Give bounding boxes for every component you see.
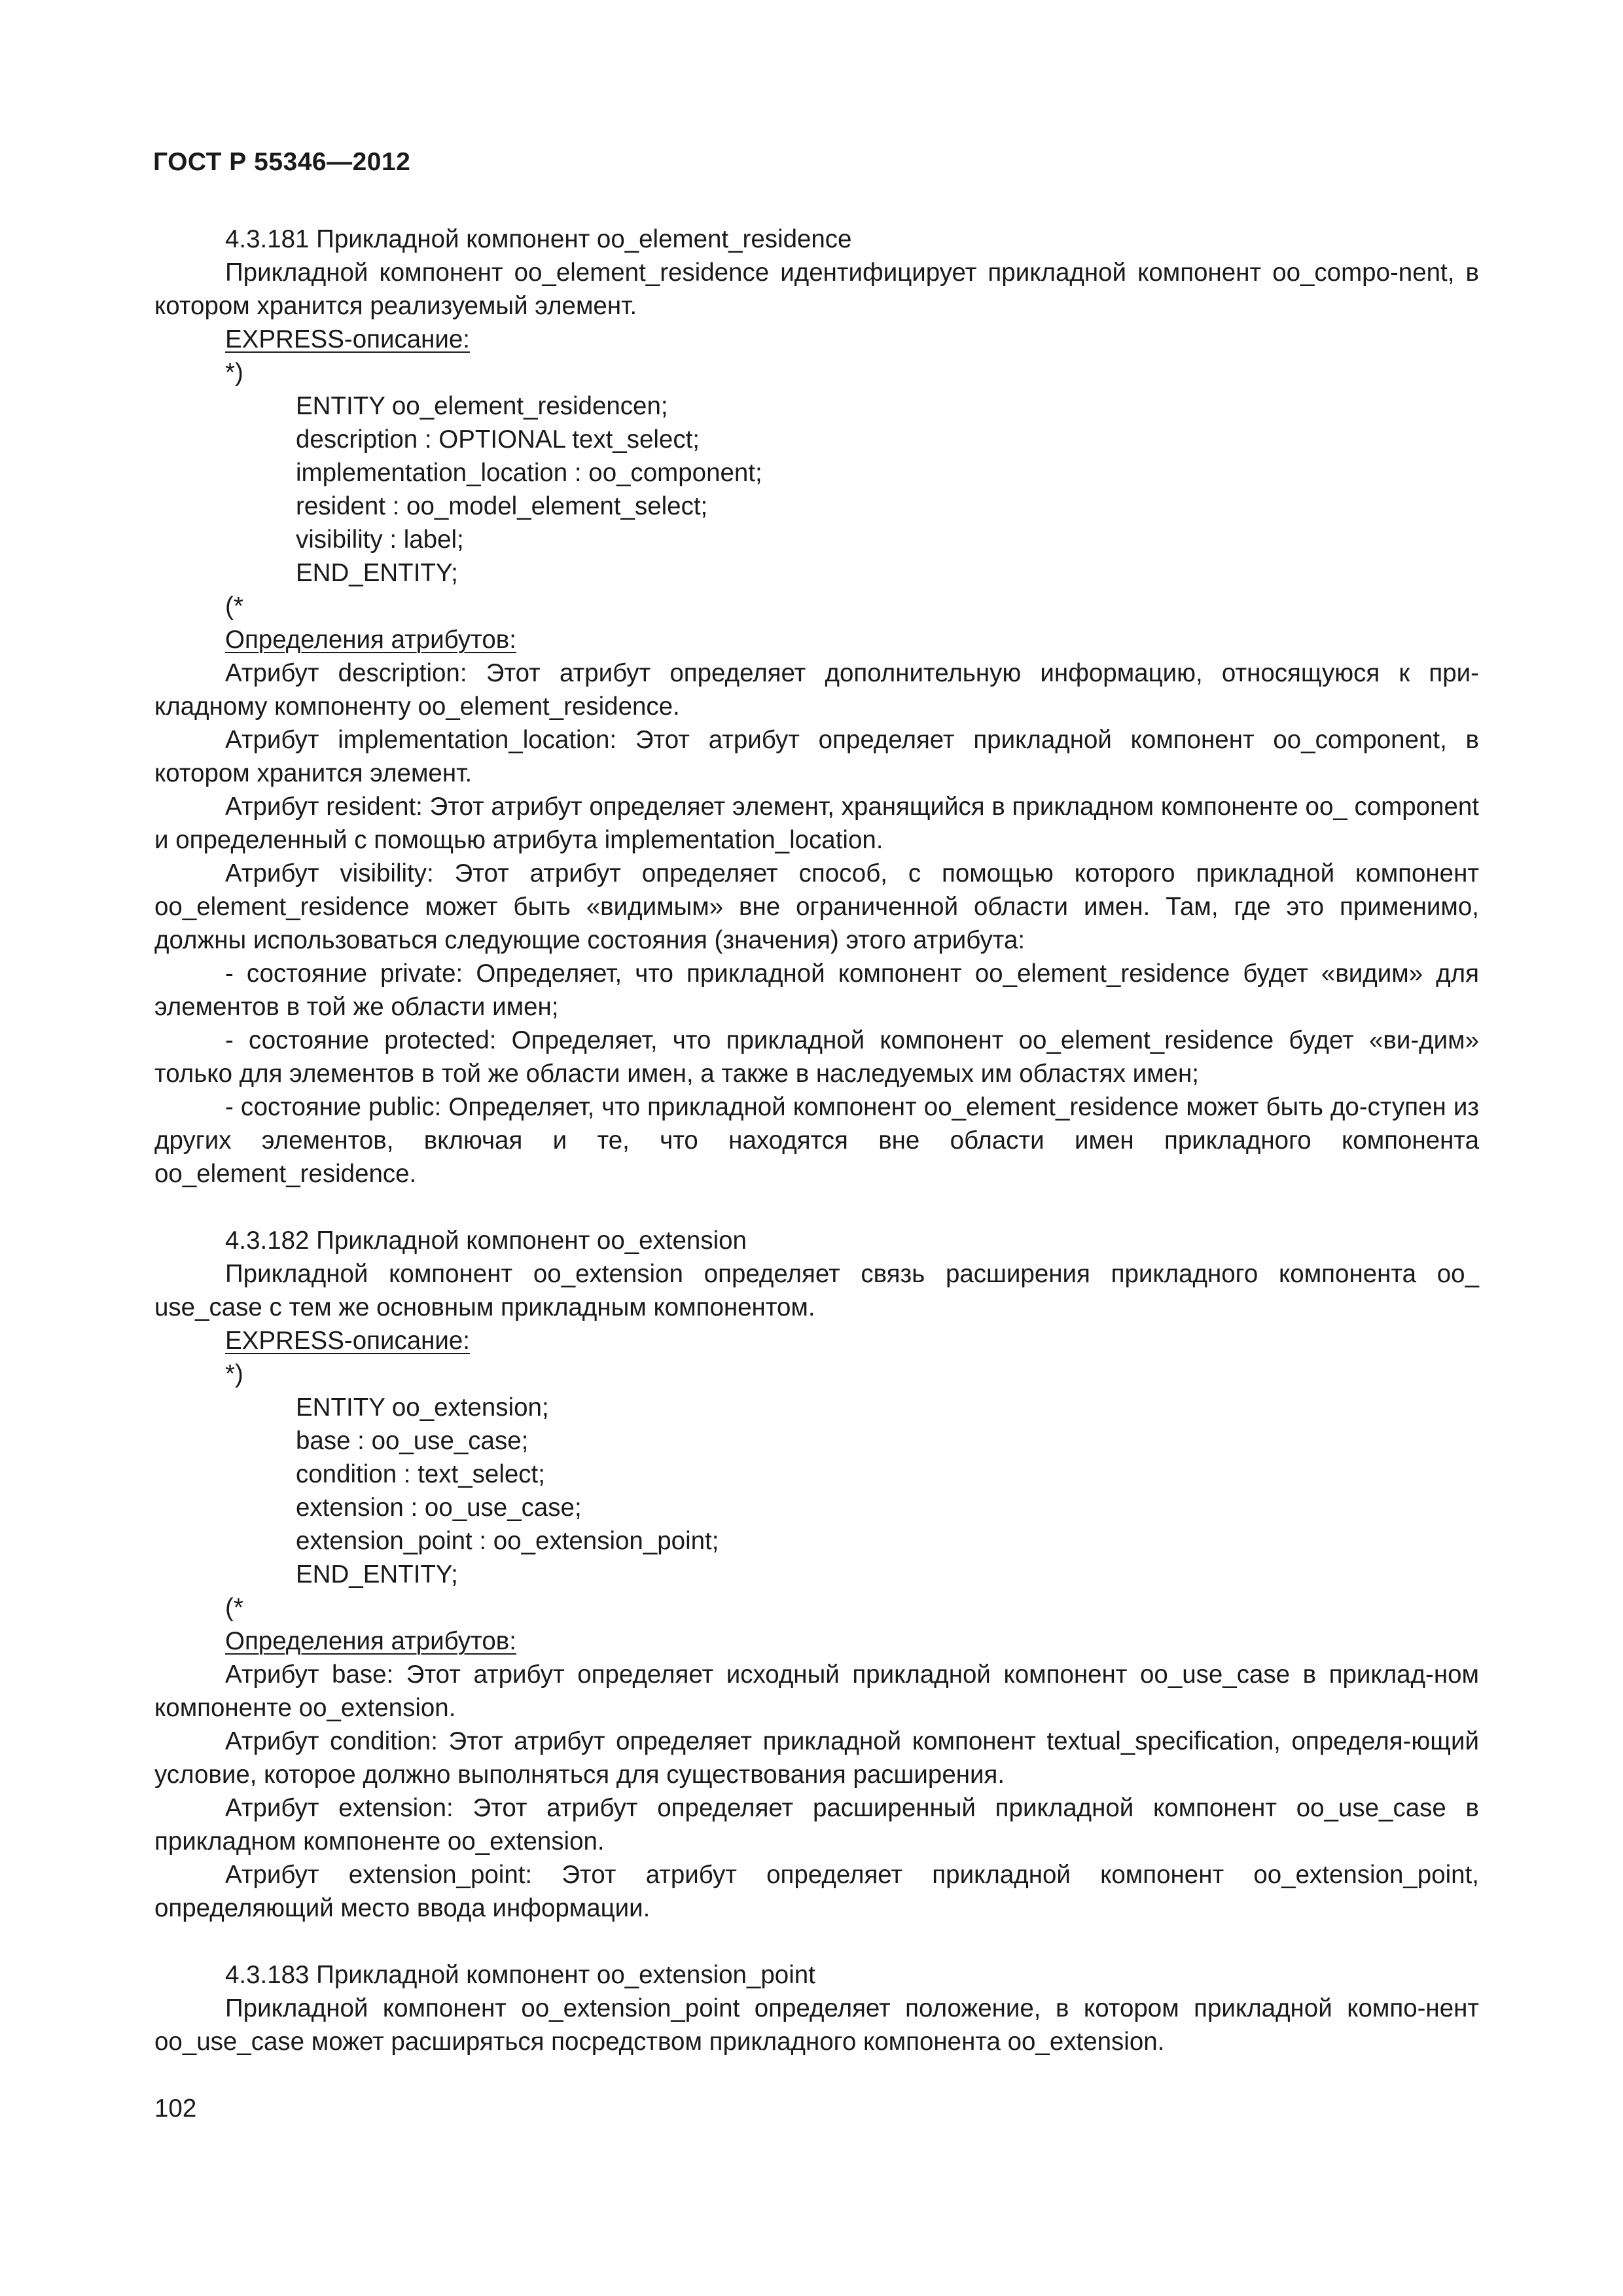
section-4-3-182 — [154, 1224, 1479, 1925]
express-label: EXPRESS-описание: — [225, 325, 471, 353]
code-line: condition : text_select; — [296, 1460, 545, 1488]
section-intro: Прикладной компонент oo_extension определяет связь расширения прикладного компонента oo_ use_case с тем же основным прикладным компонентом. — [154, 1260, 1479, 1321]
page-number: 102 — [154, 2094, 197, 2123]
code-line: END_ENTITY; — [296, 1560, 458, 1588]
code-line: visibility : label; — [296, 526, 464, 554]
code-line: ENTITY oo_extension; — [296, 1393, 549, 1422]
comment-close-marker: *) — [225, 1360, 243, 1388]
comment-close-marker: *) — [225, 359, 243, 387]
attribute-definitions-label: Определения атрибутов: — [225, 626, 516, 654]
express-label: EXPRESS-описание: — [225, 1327, 471, 1355]
code-line: base : oo_use_case; — [296, 1427, 529, 1455]
code-line: resident : oo_model_element_select; — [296, 492, 708, 520]
code-line: implementation_location : oo_component; — [296, 459, 762, 487]
document-header: ГОСТ Р 55346—2012 — [153, 148, 411, 176]
attribute-definition: Атрибут description: Этот атрибут определяет дополнительную информацию, относящуюся к при-кладному компоненту oo_element_residence. — [154, 659, 1479, 721]
code-line: description : OPTIONAL text_select; — [296, 425, 700, 454]
attribute-definitions-label: Определения атрибутов: — [225, 1627, 516, 1655]
attribute-definition: Атрибут implementation_location: Этот атрибут определяет прикладной компонент oo_component, в котором хранится элемент. — [154, 726, 1479, 787]
attribute-definition: Атрибут extension: Этот атрибут определяет расширенный прикладной компонент oo_use_case в прикладном компоненте oo_extension. — [154, 1794, 1479, 1856]
attribute-definition: Атрибут resident: Этот атрибут определяет элемент, хранящийся в прикладном компоненте oo_ component и определенный с помощью атрибута implementation_location. — [154, 793, 1479, 854]
code-line: extension : oo_use_case; — [296, 1494, 582, 1522]
attribute-definition: Атрибут base: Этот атрибут определяет исходный прикладной компонент oo_use_case в приклад-ном компоненте oo_extension. — [154, 1660, 1479, 1722]
attribute-definition: Атрибут visibility: Этот атрибут определяет способ, с помощью которого прикладной компонент oo_element_residence может быть «видимым» вне ограниченной области имен. Там, где это применимо, должны использоваться следующие состояния (значения) этого атрибута: — [154, 859, 1479, 954]
section-intro: Прикладной компонент oo_element_residence идентифицирует прикладной компонент oo_compo-nent, в котором хранится реализуемый элемент. — [154, 259, 1479, 320]
state-definition: - состояние private: Определяет, что прикладной компонент oo_element_residence будет «видим» для элементов в той же области имен; — [154, 960, 1479, 1021]
state-definition: - состояние protected: Определяет, что прикладной компонент oo_element_residence будет «ви-дим» только для элементов в той же области имен, а также в наследуемых им областях имен; — [154, 1026, 1479, 1088]
code-line: ENTITY oo_element_residencen; — [296, 392, 668, 420]
attribute-definition: Атрибут extension_point: Этот атрибут определяет прикладной компонент oo_extension_point, определяющий место ввода информации. — [154, 1861, 1479, 1922]
section-heading: 4.3.181 Прикладной компонент oo_element_residence — [225, 225, 852, 253]
section-4-3-183 — [154, 1958, 1479, 2058]
code-line: END_ENTITY; — [296, 559, 458, 587]
comment-open-marker: (* — [225, 1594, 243, 1622]
section-heading: 4.3.182 Прикладной компонент oo_extension — [225, 1227, 747, 1255]
page-content — [154, 223, 1479, 2058]
comment-open-marker: (* — [225, 592, 243, 620]
attribute-definition: Атрибут condition: Этот атрибут определяет прикладной компонент textual_specification, определя-ющий условие, которое должно выполняться для существования расширения. — [154, 1727, 1479, 1789]
section-heading: 4.3.183 Прикладной компонент oo_extension_point — [225, 1961, 815, 1989]
section-intro: Прикладной компонент oo_extension_point определяет положение, в котором прикладной компо-нент oo_use_case может расширяться посредством прикладного компонента oo_extension. — [154, 1994, 1479, 2056]
section-4-3-181 — [154, 223, 1479, 1191]
code-line: extension_point : oo_extension_point; — [296, 1527, 719, 1555]
state-definition: - состояние public: Определяет, что прикладной компонент oo_element_residence может быть до-ступен из других элементов, включая и те, что находятся вне области имен прикладного компонента oo_element_residence. — [154, 1093, 1479, 1188]
